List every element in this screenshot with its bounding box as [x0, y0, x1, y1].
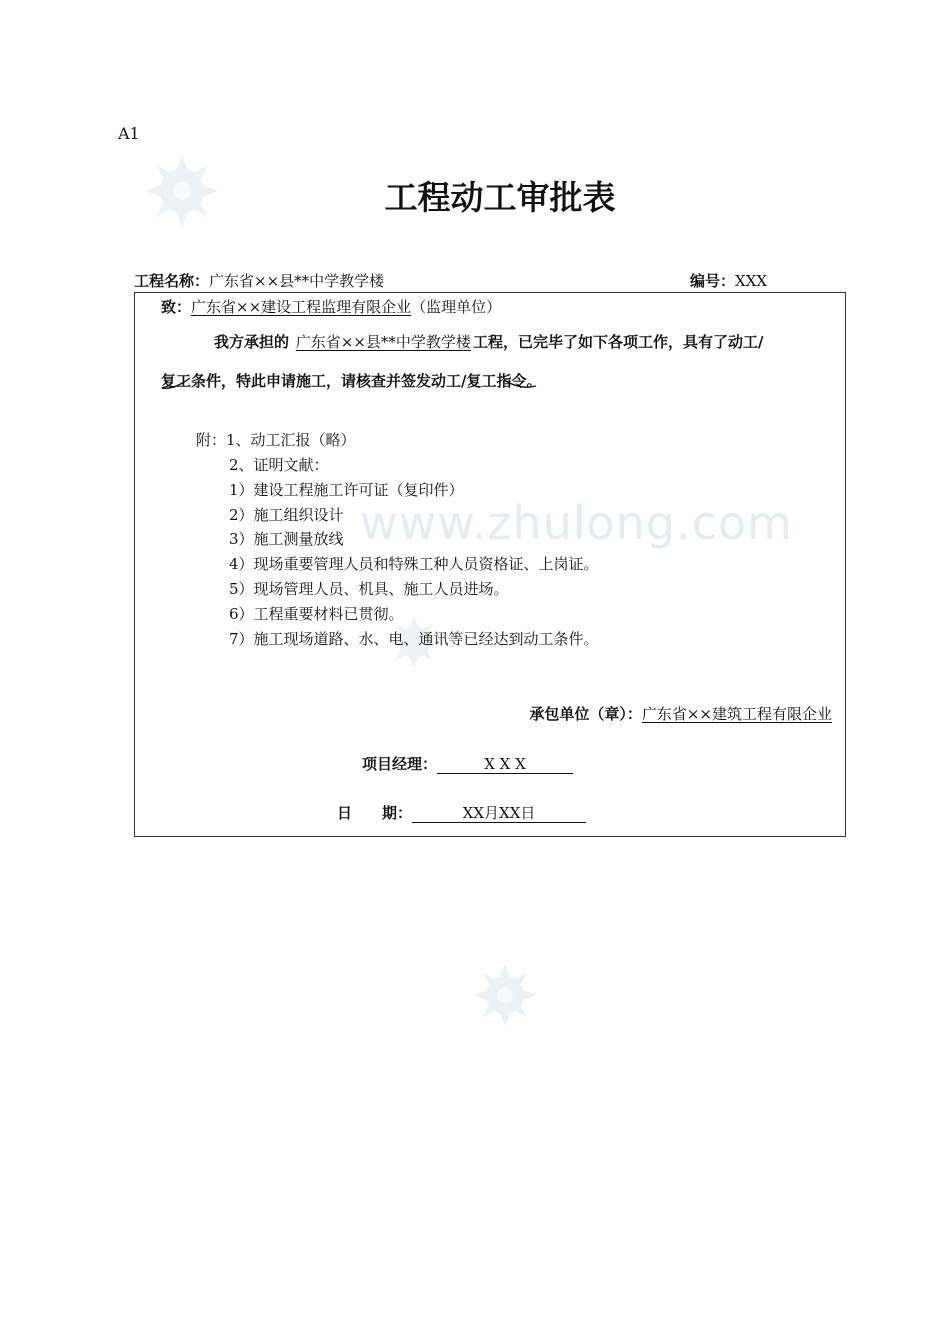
- statement-project: 广东省××县**中学教学楼: [295, 333, 471, 351]
- project-name-row: [134, 270, 384, 291]
- strikethrough-mark-icon: [502, 372, 538, 392]
- strikethrough-mark-icon: [160, 372, 196, 392]
- attachment-item: 3）施工测量放线: [229, 530, 344, 548]
- addressee-suffix: （监理单位）: [411, 298, 502, 316]
- addressee-row: [161, 296, 501, 317]
- contractor-row: [529, 703, 832, 724]
- addressee-value: 广东省××建设工程监理有限企业: [191, 298, 412, 316]
- manager-value: X X X: [437, 755, 573, 774]
- attachment-item: 2）施工组织设计: [229, 506, 344, 524]
- statement-prefix: 我方承担的: [214, 333, 290, 351]
- number-value: XXX: [735, 272, 768, 290]
- date-value: XX月XX日: [412, 804, 586, 823]
- date-row: [337, 802, 586, 823]
- attachments-row-1: [196, 429, 356, 450]
- manager-row: [362, 753, 573, 774]
- attachment-item: 4）现场重要管理人员和特殊工种人员资格证、上岗证。: [229, 555, 599, 573]
- contractor-value: 广东省××建筑工程有限企业: [641, 705, 832, 723]
- project-name-label: 工程名称：: [134, 272, 210, 290]
- page-title: 工程动工审批表: [384, 178, 616, 217]
- form-code: A1: [118, 124, 140, 143]
- attachment-item: 5）现场管理人员、机具、施工人员进场。: [229, 580, 509, 598]
- attachment-item: 1）建设工程施工许可证（复印件）: [229, 481, 464, 499]
- date-label: 日 期：: [337, 804, 413, 822]
- statement-line-2: 复工条件，特此申请施工，请核查并签发动工/复工指令。: [161, 372, 542, 390]
- attachment-item: 6）工程重要材料已贯彻。: [229, 605, 404, 623]
- number-label: 编号：: [690, 272, 736, 290]
- contractor-label: 承包单位（章）：: [529, 705, 642, 723]
- project-name-value: 广东省××县**中学教学楼: [209, 272, 385, 290]
- attachments-label: 附：: [196, 431, 227, 449]
- manager-label: 项目经理：: [362, 755, 438, 773]
- watermark-text: www.zhulong.com: [360, 496, 793, 550]
- attachment-item: 1、动工汇报（略）: [226, 431, 356, 449]
- attachment-item: 7）施工现场道路、水、电、通讯等已经达到动工条件。: [229, 630, 599, 648]
- addressee-label: 致：: [161, 298, 192, 316]
- watermark-flower-icon: [474, 964, 536, 1026]
- number-row: [690, 270, 767, 291]
- attachment-item: 2、证明文献：: [229, 456, 329, 474]
- statement-line1-rest: 工程，已完毕了如下各项工作，具有了动工/: [472, 333, 764, 351]
- statement-line-1: [214, 331, 763, 352]
